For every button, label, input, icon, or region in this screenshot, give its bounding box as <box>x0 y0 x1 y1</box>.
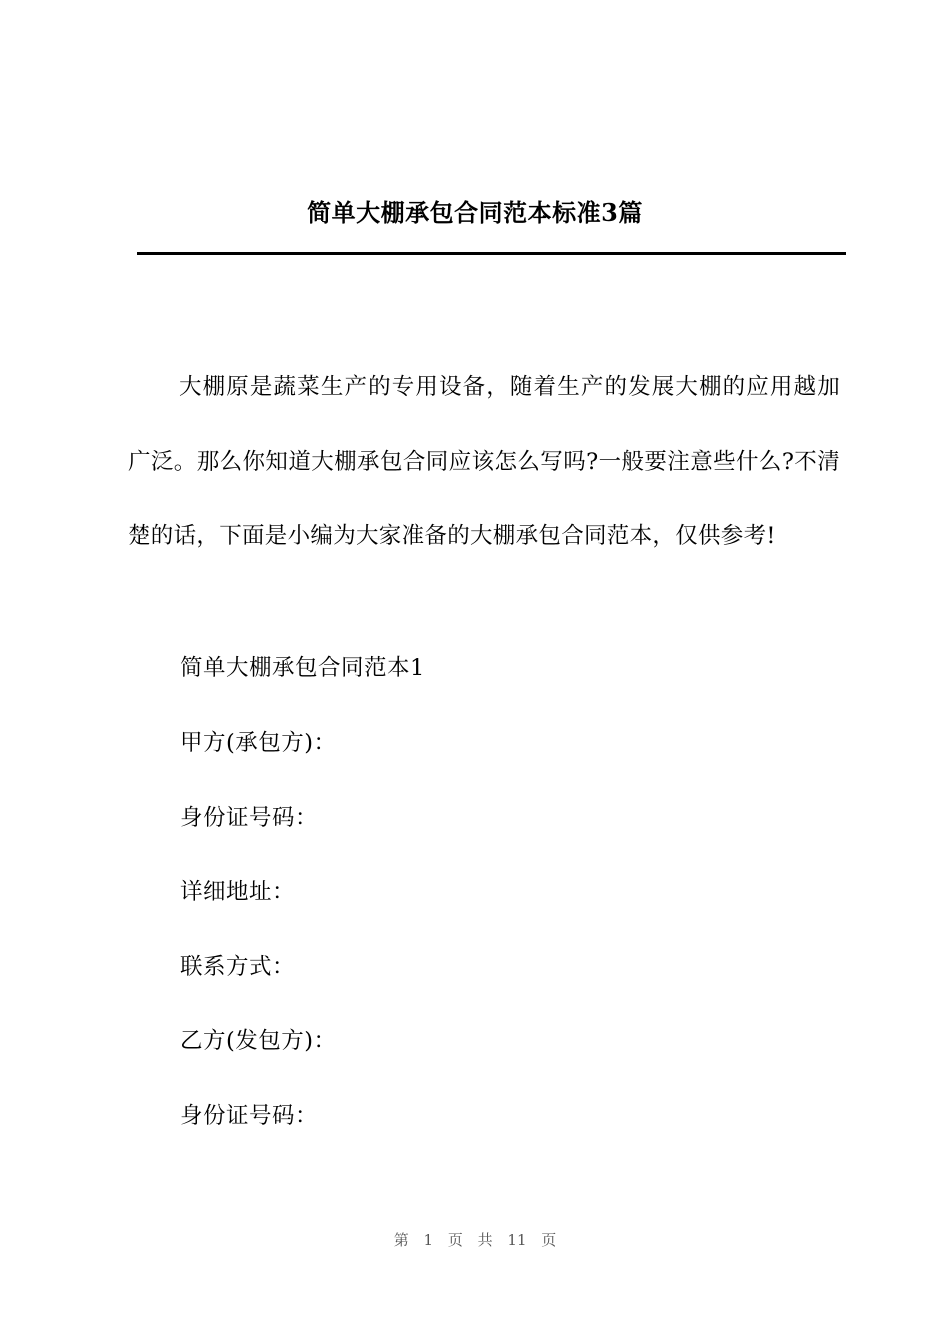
party-a-id-label: 身份证号码： <box>180 805 319 831</box>
footer-ye: 页 <box>447 1231 463 1249</box>
party-a-contact-label: 联系方式： <box>180 954 296 980</box>
footer-ye-end: 页 <box>541 1231 557 1249</box>
section-heading: 简单大棚承包合同范本1 <box>180 655 425 681</box>
document-title: 简单大棚承包合同范本标准3篇 <box>307 198 643 227</box>
intro-paragraph: 大棚原是蔬菜生产的专用设备，随着生产的发展大棚的应用越加广泛。那么你知道大棚承包合同应该怎么写吗?一般要注意些什么?不清楚的话，下面是小编为大家准备的大棚承包合同范本，仅供参考! <box>128 374 840 550</box>
footer-gong: 共 <box>477 1231 493 1249</box>
party-a-address-label: 详细地址： <box>180 879 296 905</box>
title-underline <box>137 252 846 255</box>
party-b-id-label: 身份证号码： <box>180 1103 319 1129</box>
footer-di: 第 <box>393 1231 409 1249</box>
page-footer <box>0 1229 950 1250</box>
party-a-label: 甲方(承包方)： <box>180 730 337 756</box>
party-b-label: 乙方(发包方)： <box>180 1028 337 1054</box>
footer-total-pages: 11 <box>507 1231 527 1249</box>
footer-page-number: 1 <box>423 1231 434 1249</box>
